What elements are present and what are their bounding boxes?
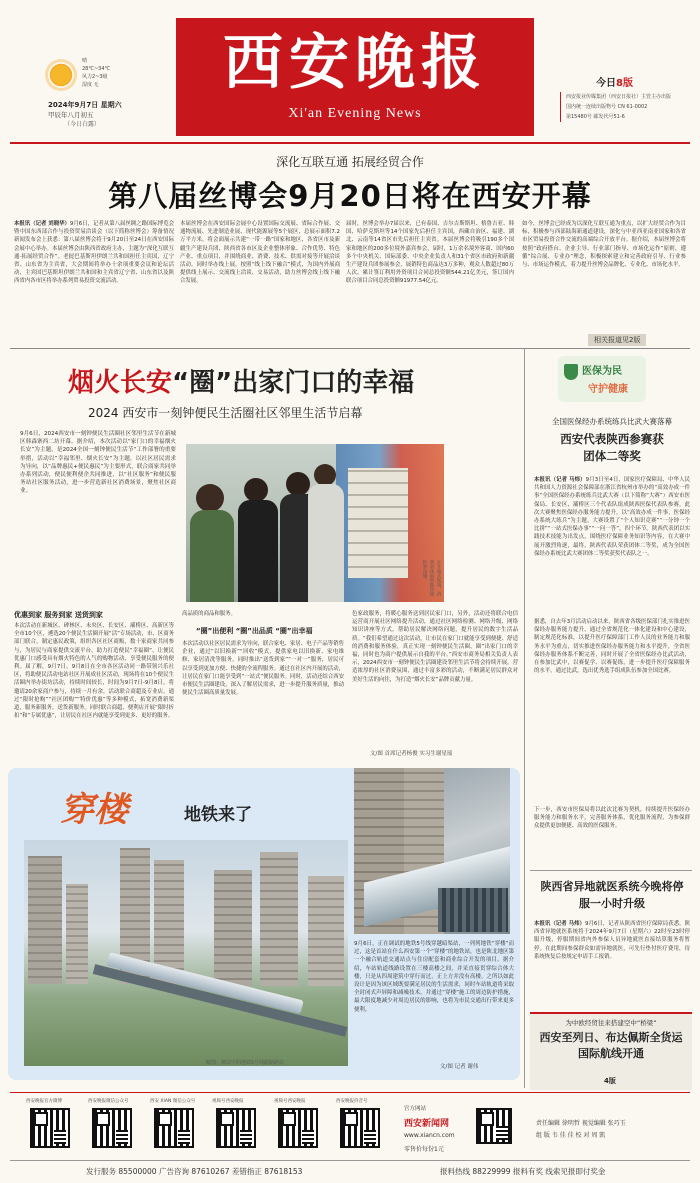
lead-body-col3: 届时，丝博会举办7届以来，已有泰国、吉尔吉斯斯坦、格鲁吉亚、韩国、哈萨克斯坦等14个国家先后担任主宾国，西藏自治区、福建、湖北、云南等14省区市先后担任主宾省。本届丝博会将吸引190多个国家和地区的200多位境外嘉宾参会，届时，1万余名境外客商、国内60多个中央机关、国际部委、中央企业负责人和31个省区市政府和新疆生产建设兵团参展参会，展销特色商品达3万多种，观众人数超过80万人次。累计签订利用外资项目合同总投资额544.21亿美元，签订国内联合项目合同总投资额91977.54亿元。 xyxy=(346,221,514,285)
lunar-date: 甲辰年八月初五 xyxy=(48,111,94,119)
story2-column xyxy=(534,920,690,1010)
story3-page-ref[interactable]: 4版 xyxy=(604,1077,616,1085)
lead-headline: 第八届丝博会9月20日将在西安开幕 xyxy=(108,179,592,213)
community-subhead: 2024 西安市一刻钟便民生活圈社区邻里生活节启幕 xyxy=(88,406,363,420)
qr-label-6: 西安晚报抖音号 xyxy=(336,1099,368,1104)
weather-block xyxy=(48,58,168,98)
community-headline-a: 烟火长安 xyxy=(68,368,173,398)
sun-icon xyxy=(48,62,74,88)
metro-title-a: 穿楼 xyxy=(60,790,128,830)
lead-body-col4: 如今，丝博会已经成为以深化互联互通为重点，以扩大经贸合作为目标，积极参与西部陆海新通道建设，深化与中亚西亚南亚国家和各省市区贸易投资合作交流的高端综合开放平台。据介绍，本届丝博会将按照“政府搭台、企业主导、行业部门指导、市场化运作”原则，遵循“综合展、专业办”理念，积极探索建立和完善政府引导、行业参与、市场运作模式，着力提升丝博会品牌化、专业化、市场化水平。 xyxy=(522,221,686,269)
related-link[interactable]: 相关报道见2版 xyxy=(588,334,646,346)
site-name[interactable]: 西安新闻网 xyxy=(404,1119,450,1129)
masthead-title: 西安晚报 xyxy=(223,28,487,98)
metro-body: 9月6日，正在调试的地铁5号线穿越暗渠站，一列列地铁“穿楼”而过，这是首站在什么西安第一个“穿楼”的地铁站，也是陕北地区第一个融合轨道交通站点与住房配套和商业综合开发的项目。据介绍，车站轨道线路设置在三楼高楼之间，并采直接贯穿综合体大楼，只是从四周建筑中穿行而过，正上方并没有高楼。之所以如此设计是因为该区域既要满足居民的生活需求，同时车站轨道将采取全封闭式声屏障和减噪技术，并通过“穿楼”施工的周边防护措施，最大限度地减少对周边居民的影响，也将为市民交通出行带来更多便利。 xyxy=(354,941,514,1013)
issn-info: 国内统一连续出版物号 CN 61-0002 xyxy=(566,104,648,110)
story2-headline: 陕西省异地就医系统今晚将停服一小时升级 xyxy=(540,880,684,910)
qr-code-4[interactable] xyxy=(216,1108,256,1148)
story2-body: 9月6日，记者从陕西省医疗保障局获悉，陕西省异地就医系统将于2024年9月7日（星期六）22时至23时停服升级，停服期间省内外参保人员异地就医直接结算服务将暂停。在此期间参保群众如需异地就医，可先行垫付医疗费用，待系统恢复后按规定申请手工报销。 xyxy=(534,921,690,960)
lead-kicker: 深化互联互通 拓展经贸合作 xyxy=(276,155,424,169)
community-mid-top: 高品质的商品和服务。 xyxy=(182,611,236,617)
story3-kicker: 为中欧经贸往来搭建空中“桥梁” xyxy=(565,1019,657,1027)
masthead xyxy=(176,18,534,136)
lead-body-col1: 9月6日，记者从第八届丝绸之路国际博览会暨中国东西部合作与投资贸易洽谈会（以下简称丝博会）筹备情况新闻发布会上获悉：第八届丝博会将于9月20日至24日在西安国际会展中心举办。本届丝博会由陕西省政府主办，主题为“深化互联互通·拓展经贸合作”。老挝巴基斯坦伊朗兰共和国担任主宾国，辽宁省、山东省为主宾省，大会期间将举办十余项重要会议和论坛活动，主宾国巴基斯坦伊朗兰共和国和主宾省辽宁省、山东省以及陕西省内各市区将举办系列贸易投资交流活动。 xyxy=(14,221,174,285)
community-headline-b: “圈”出家门口的幸福 xyxy=(172,368,415,398)
masthead-english: Xi'an Evening News xyxy=(288,106,422,121)
story1-column xyxy=(534,476,690,616)
medical-badge xyxy=(558,356,646,402)
weather-condition: 晴 xyxy=(82,58,88,64)
lead-column-1 xyxy=(14,220,174,344)
today-pages-count: 8版 xyxy=(616,78,633,89)
community-right-col: 色家政服务，将暖心服务送到居民家门口，另外，活动还将联合电信运营商开展社区网络提升活动，通过社区网络检测、网络升级、网络知识讲座等方式，帮助居民解决网络问题，提升居民的数字生活品质。“我们希望通过这次活动，让市民在家门口就能享受到便捷、舒适的消费和服务体验，真正实现一刻钟便民生活圈，圈”出家门口的幸福，同时也为商户提供展示自我的平台。”西安市商务局相关负责人表示，2024西安市一刻钟便民生活圈建设邻里生活节将会持续开展，营造浓厚的社区消费氛围，通过丰富多彩的活动，不断满足居民群众对美好生活的向往，为打造“烟火长安”品牌贡献力量。 xyxy=(352,611,518,683)
editors-line1: 责任编辑 徐明哲 视觉编辑 张巧玉 xyxy=(536,1120,626,1127)
qr-code-2[interactable] xyxy=(92,1108,132,1148)
community-lead-para: 9月6日，2024西安市一刻钟便民生活圈社区邻里生活节在新城区韩森寨西二坊开幕。据介绍，本次活动以“家门口的幸福烟火长安”为主题，是2024全国一刻钟便民生活节“工作部署的重要举措，活动以“幸福邻里、烟火长安”为主题，以社区居民需求为导向，以“品牌惠民+便民惠民”为主要形式，联合商家共同举办系列活动，便民便利便企共同推进，以“社区服务”和便民服务站社区服务活动，进一步营造新社区消费场景，聚焦社区商业。 xyxy=(20,431,176,495)
issue-date: 2024年9月7日 星期六 xyxy=(48,101,122,109)
story3-headline: 西安至列日、布达佩斯全货运国际航线开通 xyxy=(539,1031,683,1060)
community-headline xyxy=(68,362,414,399)
community-photo xyxy=(186,444,444,602)
story1-kicker: 全国医保经办系统练兵比武大赛落幕 xyxy=(552,417,672,426)
story2-byline: 本报讯（记者 马炜） xyxy=(534,921,585,927)
metro-secondary-photo xyxy=(354,768,510,934)
story1-body3: 下一步，西安市医保局将以此次比赛为契机，持续提升医保经办服务能力和服务水平，完善服务体系，优化服务流程，为参保群众提供更加便捷、高效的医保服务。 xyxy=(534,807,690,830)
badge-line1: 医保为民 xyxy=(582,366,622,377)
contact-phones: 发行服务 85500000 广告咨询 87610267 差错指正 87618153 xyxy=(86,1167,303,1176)
site-label: 官方网站 xyxy=(404,1106,427,1112)
qr-label-1: 西安晚报官方微博 xyxy=(26,1099,62,1104)
qr-code-1[interactable] xyxy=(30,1108,70,1148)
metro-photo-caption: 鲸图：测试中的地铁5号线路路跨站 xyxy=(206,1060,285,1066)
badge-line2: 守护健康 xyxy=(588,384,628,395)
qr-code-6[interactable] xyxy=(340,1108,380,1148)
lead-byline: 本报讯（记者 刘晓华） xyxy=(14,221,70,227)
weather-humidity: 湿度 无 xyxy=(82,82,99,88)
story1-body2: 据悉，自去年3月活动启动以来，陕西省各级医保部门扎实推进医保经办服务能力提升，通过全省规范化一体化建设和中心建设，制定规范化标准，以提升医疗保障部门工作人员的业务能力和服务水平为重点，切实推进医保经办服务能力和水平提升，全省医保经办服务体系不断完善，同时开展了全省医保经办比武活动，在参加比武中，以赛促学、以赛促练，进一步提升医疗保障服务的水平，通过比武，选出优秀选手组成队伍参加全国比赛。 xyxy=(534,619,690,675)
metro-main-photo xyxy=(24,840,348,1066)
shield-icon xyxy=(564,364,578,380)
editors-line2: 组 版 韦 佳 佳 校 对 周 凯 xyxy=(536,1132,606,1139)
community-sub2-body: 本次活动以社区居民需求为导向，联合家电、家居、电子产品等销售企业，通过“以旧换新”“回收”模式，提供家电以旧换新、家电维修、家居清洗等服务，同时推出“送货到家”“一对一”服务，居民可以享受到更加方便、快捷的全流程服务。通过在社区内开展的活动，让居民在家门口能享受到“一站式”便民服务。同时，活动还结合西安市便民生活圈建设，深入了解居民需求，进一步提升服务质量，推动便民生活圈高质量发展。 xyxy=(182,641,344,697)
today-pages xyxy=(596,74,633,89)
publisher-info: 西安报业传媒集团（西安日报社）主管主办出版 xyxy=(566,94,672,100)
qr-code-site[interactable] xyxy=(476,1108,512,1144)
qr-label-4: 视频号西安晚报 xyxy=(212,1099,244,1104)
community-sub1-title: 优惠到家 服务到家 送货到家 xyxy=(14,611,103,619)
weather-wind: 风力2~3级 xyxy=(82,74,108,80)
solar-term: （今日白露） xyxy=(64,121,101,128)
lead-body-col2: 本届丝博会在西安国际会展中心设置国际交流展、省际合作展、交通物流展、先进制造业展、现代能源展等5个展区，总展示面积7.2万平方米。将会面展示共建“一带一路”国家和地区、各省区市及新疆生产建设兵团、陕西省各市区及企业整体形象、合作优势、特色产业、重点项目，并围绕商业、消费、技术、供需对接等开展洽谈活动。同时举办线上展，按照“线上线下融合”模式，为国内外展商提供线上展示、交流线上洽谈、交易活动，助力丝博会线上线下融合发展。 xyxy=(180,221,340,285)
story1-headline: 西安代表陕西参赛获团体二等奖 xyxy=(560,432,664,463)
qr-label-2: 西安晚报微信公众号 xyxy=(88,1099,129,1104)
qr-code-5[interactable] xyxy=(278,1108,318,1148)
community-sub1-body: 本次活动在新城区、碑林区、未央区、长安区、灞桥区、高新区等全市10个区，遴选20个便民生活圈开展“活”专场活动，市、区商务部门联合，制定惠民政策，组织各区社区商贩，数十家商家共同参与，为居民与商家提供交流平台，助力打造便民“幸福圈”，让便民优惠门口感受具有烟火特色的人气的购物活动，享受便民服务的便利。届了解，9月7日，9月8日在全市各区活动同一路带领兴乐社区，将助便民活动电站社区开展成社区活动，现场将在10个便民生活圈内举办街坊活动，持续时间较长，时间为9月7日-9月8日，将邀请20余家商户参与，持续一月有余。活动联合商超及专业店，通过“限时抢购”“社区团购”“特价优惠”等多种模式，拓宽消费新渠道，服务新服务，送货新服务。同时联合商超、便利店开展“限时折扣”和“专属优惠”，让居民在社区内就能享受到更多、更好的服务。 xyxy=(14,623,174,720)
qr-label-5: 视频号西安晚报 xyxy=(274,1099,306,1104)
site-url[interactable]: www.xiancn.com xyxy=(404,1132,455,1139)
story1-byline: 本报讯（记者 马炜） xyxy=(534,477,586,483)
metro-title-b: 地铁来了 xyxy=(184,805,252,825)
qr-code-3[interactable] xyxy=(154,1108,194,1148)
story1-body: 9月3日至4日，国家医疗保障局、中华人民共和国人力资源社会保障部在浙江省杭州市举办的“高效办成一件事”全国医保经办系统练兵比武大赛（以下简称“大赛”）西安市医保局、长安区、灞桥区三个代表队组成陕西医保代表队参赛。此次大赛聚焦医保经办服务能力提升，以“高效办成一件事，医保经办系统大练兵”为主题。大赛设置了“个人知识竞赛”“一分钟一个比拼”“一站式医保办事”“一问一答”，四个环节。陕西代表团以实践技术技能为出发点，围绕医疗保障业务知识等内容，在大赛中展开激烈角逐，最终，陕西代表队荣获团体二等奖，成为全国医保经办系统比武大赛团体二等奖获奖代表队之一。 xyxy=(534,477,690,557)
community-photo-caption: 在开幕式现场，消费者体验智能快递柜等设施。 xyxy=(422,560,441,596)
qr-label-3: 西安 XIAN 微信公众号 xyxy=(150,1099,196,1104)
issue-number: 第15480号 邮发代号51-6 xyxy=(566,114,625,120)
community-sub2-title: “圈”出便利 “圈”出品质 “圈”出幸福 xyxy=(196,627,313,635)
tipline: 报料热线 88229999 报料有奖 线索见报即付奖金 xyxy=(440,1167,606,1176)
community-credit: 文/图 首席记者杨俊 实习生谢星瑶 xyxy=(370,751,453,757)
weather-temperature: 28℃~34℃ xyxy=(82,66,111,72)
retail-price: 零售价每份1元 xyxy=(404,1146,444,1153)
today-pages-prefix: 今日 xyxy=(596,78,616,89)
metro-credit: 文/图 记者 谢伟 xyxy=(440,1064,479,1070)
